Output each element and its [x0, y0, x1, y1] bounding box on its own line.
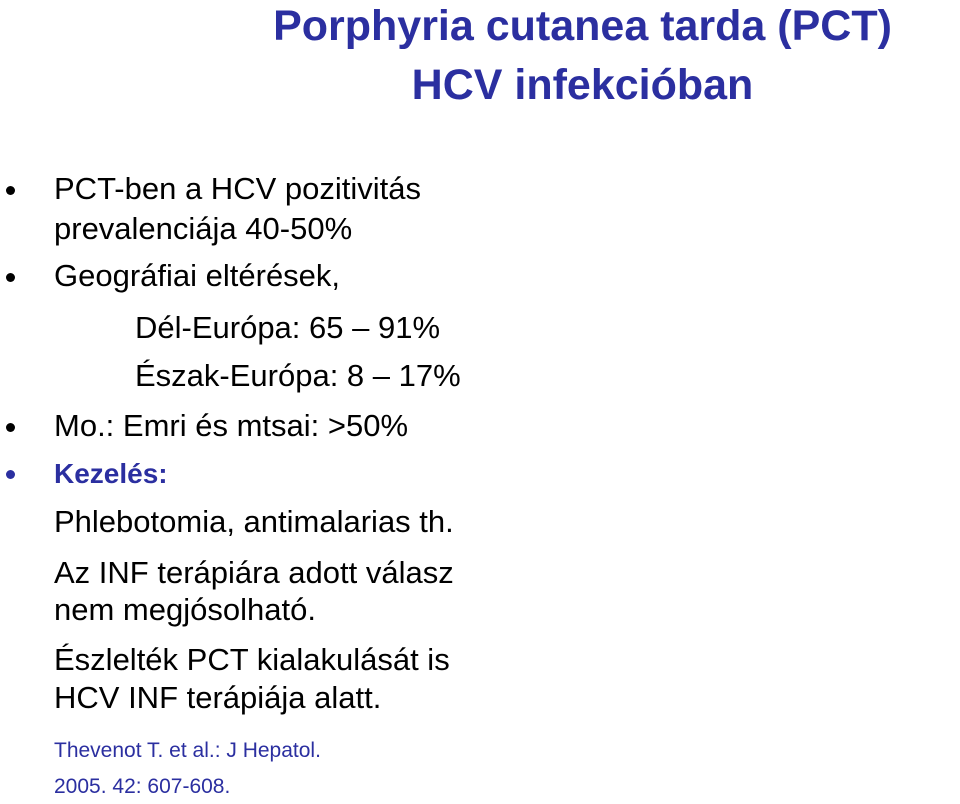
bullet-2-line-1: Geográfiai eltérések,	[54, 258, 341, 293]
treatment-line-1: Phlebotomia, antimalarias th.	[54, 504, 454, 539]
treatment-line-3: nem megjósolható.	[54, 592, 316, 627]
bullet-2-sub-2: Észak-Európa: 8 – 17%	[135, 358, 461, 393]
bullet-1-line-1: PCT-ben a HCV pozitivitás	[54, 171, 421, 206]
bullet-icon	[6, 186, 15, 195]
bullet-icon	[6, 423, 15, 432]
treatment-line-5: HCV INF terápiája alatt.	[54, 680, 382, 715]
title-line-1: Porphyria cutanea tarda (PCT)	[273, 2, 892, 50]
reference-line-1: Thevenot T. et al.: J Hepatol.	[54, 739, 321, 762]
bullet-1-line-2: prevalenciája 40-50%	[54, 211, 353, 246]
bullet-3-line-1: Mo.: Emri és mtsai: >50%	[54, 408, 409, 443]
title-line-2: HCV infekcióban	[411, 61, 754, 109]
treatment-heading: Kezelés:	[54, 458, 168, 489]
bullet-icon	[6, 273, 15, 282]
bullet-2-sub-1: Dél-Európa: 65 – 91%	[135, 310, 441, 345]
treatment-line-2: Az INF terápiára adott válasz	[54, 555, 454, 590]
treatment-line-4: Észlelték PCT kialakulását is	[54, 642, 450, 677]
reference-line-2: 2005. 42: 607-608.	[54, 775, 231, 798]
bullet-icon	[6, 470, 15, 479]
